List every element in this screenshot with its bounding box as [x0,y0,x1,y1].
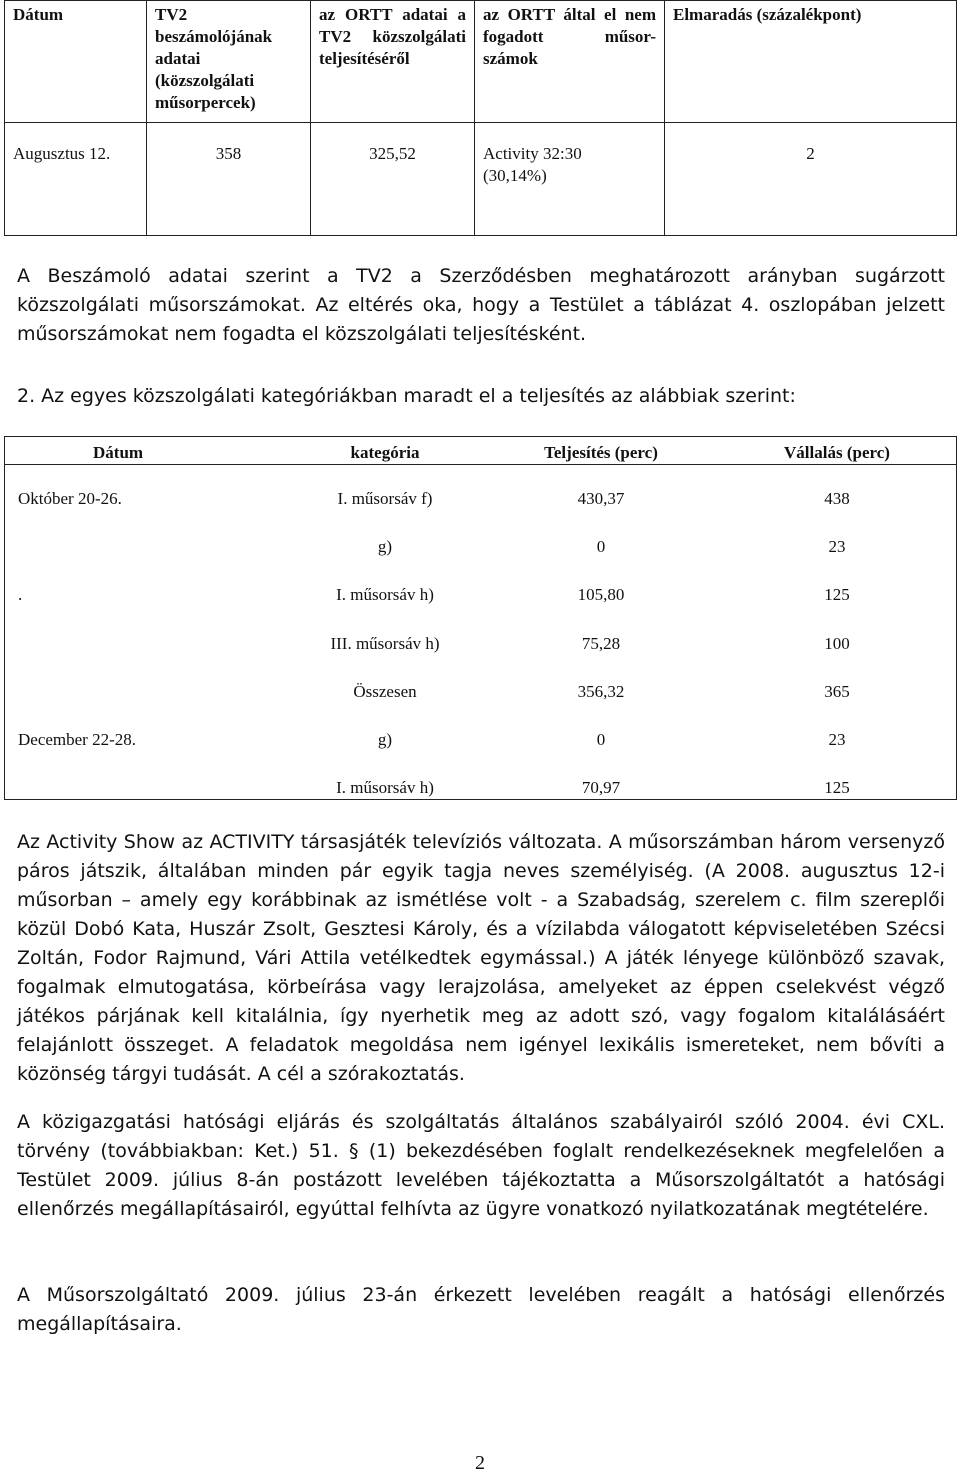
t2-row4-performance: 75,28 [581,634,621,653]
t2-row3-category: I. műsorsáv h) [336,585,434,604]
t2-header-commitment: Vállalás (perc) [784,443,890,462]
header-ortt-data: az ORTT adatai a TV2 közszolgálati teljesítéséről [311,1,475,123]
paragraph-categories-intro: 2. Az egyes közszolgálati kategóriákban maradt el a teljesítés az alábbiak szerint: [17,385,796,407]
summary-table-header-row [5,1,957,123]
paragraph-summary: A Beszámoló adatai szerint a TV2 a Szerződésben meghatározott arányban sugárzott közszolgálati műsorszámokat. Az eltérés oka, hogy a Testület a táblázat 4. oszlopában jelzett műsorszámokat nem fogadta el közszolgálati teljesítésként. [17,265,945,345]
t2-row7-performance: 70,97 [581,778,621,797]
t2-row1-date: Október 20-26. [18,489,122,508]
t2-row3-performance: 105,80 [577,585,625,604]
row-gap: 2 [665,123,957,236]
row-date: Augusztus 12. [5,123,147,236]
row-rejected-line1: Activity 32:30 [483,144,582,163]
t2-row5-commitment: 365 [824,682,850,701]
t2-row1-commitment: 438 [824,489,850,508]
t2-row6-category: g) [377,730,393,749]
header-gap: Elmaradás (százalékpont) [665,1,957,123]
t2-row4-category: III. műsorsáv h) [330,634,440,653]
t2-row1-performance: 430,37 [577,489,625,508]
t2-row2-performance: 0 [596,537,606,556]
t2-row3-commitment: 125 [824,585,850,604]
t2-row7-category: I. műsorsáv h) [336,778,434,797]
header-date: Dátum [5,1,147,123]
row-rejected-line2: (30,14%) [483,166,547,185]
t2-row5-performance: 356,32 [577,682,625,701]
summary-table [4,0,957,236]
t2-header-divider [5,464,956,465]
row-rejected [475,123,665,236]
t2-row2-commitment: 23 [828,537,846,556]
t2-row6-date: December 22-28. [18,730,137,749]
t2-header-performance: Teljesítés (perc) [544,443,658,462]
paragraph-broadcaster-reply: A Műsorszolgáltató 2009. július 23-án érkezett levelében reagált a hatósági ellenőrzés megállapításaira. [17,1284,945,1335]
header-tv2-data: TV2 beszámolójának adatai (közszolgálati műsorpercek) [147,1,311,123]
category-table [4,436,957,800]
t2-header-date: Dátum [93,443,144,462]
header-rejected-programs: az ORTT által el nem fogadott műsor- számok [475,1,665,123]
t2-row6-commitment: 23 [828,730,846,749]
row-tv2: 358 [147,123,311,236]
t2-row6-performance: 0 [596,730,606,749]
page-number: 2 [475,1452,485,1474]
summary-table-row [5,123,957,236]
t2-row2-category: g) [377,537,393,556]
t2-row1-category: I. műsorsáv f) [337,489,433,508]
t2-header-category: kategória [350,443,420,462]
t2-row7-commitment: 125 [824,778,850,797]
t2-row4-commitment: 100 [824,634,850,653]
paragraph-ket-notice: A közigazgatási hatósági eljárás és szolgáltatás általános szabályairól szóló 2004. évi CXL. törvény (továbbiakban: Ket.) 51. § (1) bekezdésében foglalt rendelkezéseknek megfelelően a Testület 2009. július 8-án postázott levelében tájékoztatta a Műsorszolgáltatót a hatósági ellenőrzés megállapításairól, egyúttal felhívta az ügyre vonatkozó nyilatkozatának megtételére. [17,1111,945,1220]
t2-row3-date: . [18,585,23,604]
row-ortt: 325,52 [311,123,475,236]
paragraph-activity-show: Az Activity Show az ACTIVITY társasjáték televíziós változata. A műsorszámban három versenyző páros játszik, általában minden pár egyik tagja neves személyiség. (A 2008. augusztus 12-i műsorban – amely egy korábbinak az ismétlése volt - a Szabadság, szerelem c. film szereplői közül Dobó Kata, Huszár Zsolt, Gesztesi Károly, és a vízilabda válogatott képviseletében Szécsi Zoltán, Fodor Rajmund, Vári Attila vetélkedtek egymással.) A játék lényege különböző szavak, fogalmak elmutogatása, körbeírása vagy lerajzolása, amelyeket az éppen cselekvést végző játékos párjának kell kitalálnia, így nyerhetik meg az adott szó, vagy fogalom kitalálásáért felajánlott összeget. A feladatok megoldása nem igényel lexikális ismereteket, nem bővíti a közönség tárgyi tudását. A cél a szórakoztatás. [17,831,945,1085]
t2-row5-category: Összesen [353,682,417,701]
